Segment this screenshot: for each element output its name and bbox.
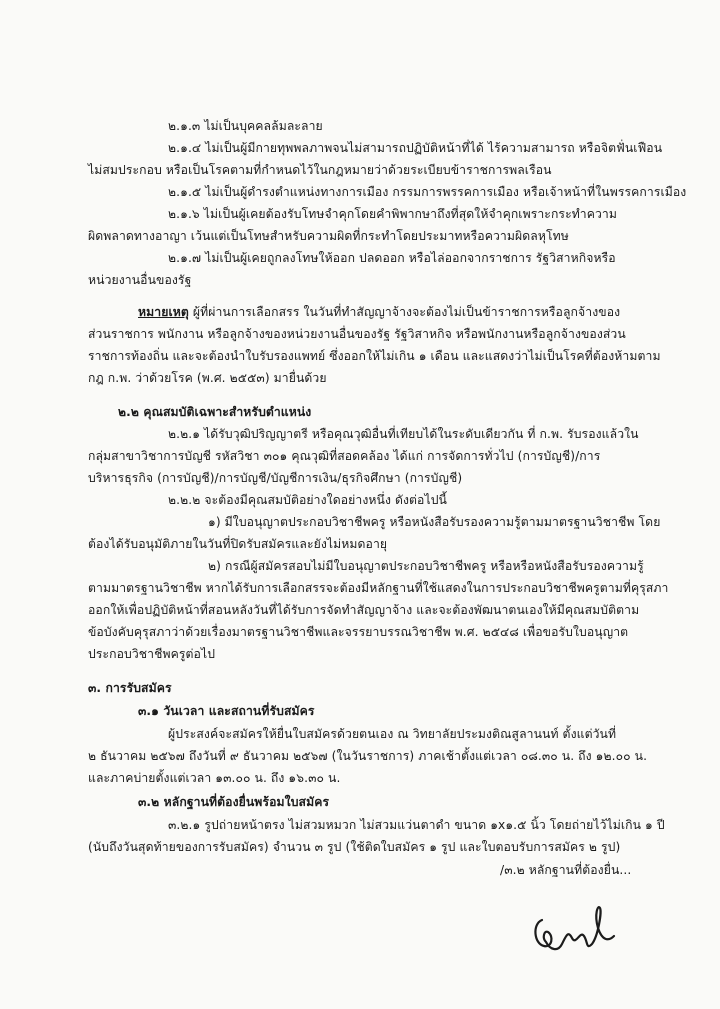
- heading-3: ๓. การรับสมัคร: [88, 681, 172, 695]
- note-line1: [138, 304, 620, 320]
- heading-3-1: ๓.๑ วันเวลา และสถานที่รับสมัคร: [138, 704, 315, 718]
- clause-2-1-7-line1: ๒.๑.๗ ไม่เป็นผู้เคยถูกลงโทษให้ออก ปลดออก หรือไล่ออกจากราชการ รัฐวิสาหกิจหรือ: [168, 251, 616, 265]
- signature-initials: [528, 900, 618, 960]
- note-line3: ราชการท้องถิ่น และจะต้องนำใบรับรองแพทย์ ซึ่งออกให้ไม่เกิน ๑ เดือน และแสดงว่าไม่เป็นโรคที่ต้องห้ามตาม: [88, 349, 661, 363]
- heading-3-2: ๓.๒ หลักฐานที่ต้องยื่นพร้อมใบสมัคร: [138, 795, 330, 809]
- note-line2: ส่วนราชการ พนักงาน หรือลูกจ้างของหน่วยงานอื่นของรัฐ รัฐวิสาหกิจ หรือพนักงานหรือลูกจ้างของส่วน: [88, 327, 626, 341]
- clause-2-1-6-line2: ผิดพลาดทางอาญา เว้นแต่เป็นโทษสำหรับความผิดที่กระทำโดยประมาทหรือความผิดลหุโทษ: [88, 229, 569, 243]
- clause-2-2-1-line3: บริหารธุรกิจ (การบัญชี)/การบัญชี/บัญชีการเงิน/ธุรกิจศึกษา (การบัญชี): [88, 471, 463, 485]
- item-1-line1: ๑) มีใบอนุญาตประกอบวิชาชีพครู หรือหนังสือรับรองความรู้ตามมาตรฐานวิชาชีพ โดย: [208, 515, 661, 529]
- note-line4: กฎ ก.พ. ว่าด้วยโรค (พ.ศ. ๒๕๕๓) มายื่นด้วย: [88, 371, 327, 385]
- clause-2-1-5: ๒.๑.๕ ไม่เป็นผู้ดำรงตำแหน่งทางการเมือง กรรมการพรรคการเมือง หรือเจ้าหน้าที่ในพรรคการเมือง: [168, 185, 687, 199]
- clause-2-2-1-line1: ๒.๒.๑ ได้รับวุฒิปริญญาตรี หรือคุณวุฒิอื่นที่เทียบได้ในระดับเดียวกัน ที่ ก.พ. รับรองแล้วใน: [168, 427, 639, 441]
- clause-2-1-3: ๒.๑.๓ ไม่เป็นบุคคลล้มละลาย: [168, 119, 323, 133]
- clause-3-2-1-line2: (นับถึงวันสุดท้ายของการรับสมัคร) จำนวน ๓ รูป (ใช้ติดใบสมัคร ๑ รูป และใบตอบรับการสมัคร ๒ รูป): [88, 840, 621, 854]
- item-1-line2: ต้องได้รับอนุมัติภายในวันที่ปิดรับสมัครและยังไม่หมดอายุ: [88, 537, 388, 551]
- section-3-1-line2: ๒ ธันวาคม ๒๕๖๗ ถึงวันที่ ๙ ธันวาคม ๒๕๖๗ (ในวันราชการ) ภาคเช้าตั้งแต่เวลา ๐๘.๓๐ น. ถึง ๑๒.๐๐ น.: [88, 749, 648, 763]
- clause-2-1-6-line1: ๒.๑.๖ ไม่เป็นผู้เคยต้องรับโทษจำคุกโดยคำพิพากษาถึงที่สุดให้จำคุกเพราะกระทำความ: [168, 207, 617, 221]
- item-2-line1: ๒) กรณีผู้สมัครสอบไม่มีใบอนุญาตประกอบวิชาชีพครู หรือหรือหนังสือรับรองความรู้: [208, 559, 644, 573]
- clause-3-2-1-line1: ๓.๒.๑ รูปถ่ายหน้าตรง ไม่สวมหมวก ไม่สวมแว่นตาดำ ขนาด ๑x๑.๕ นิ้ว โดยถ่ายไว้ไม่เกิน ๑ ปี: [168, 818, 665, 832]
- section-3-1-line3: และภาคบ่ายตั้งแต่เวลา ๑๓.๐๐ น. ถึง ๑๖.๓๐ น.: [88, 771, 341, 785]
- item-2-line4: ข้อบังคับคุรุสภาว่าด้วยเรื่องมาตรฐานวิชาชีพและจรรยาบรรณวิชาชีพ พ.ศ. ๒๕๔๘ เพื่อขอรับใบอนุญาต: [88, 625, 629, 639]
- section-3-1-line1: ผู้ประสงค์จะสมัครให้ยื่นใบสมัครด้วยตนเอง ณ วิทยาลัยประมงติณสูลานนท์ ตั้งแต่วันที่: [168, 727, 617, 741]
- item-2-line3: ออกให้เพื่อปฏิบัติหน้าที่สอนหลังวันที่ได้รับการจัดทำสัญญาจ้าง และจะต้องพัฒนาตนเองให้มีคุณสมบัติตาม: [88, 603, 640, 617]
- heading-2-2: ๒.๒ คุณสมบัติเฉพาะสำหรับตำแหน่ง: [118, 405, 312, 419]
- clause-2-1-4-line2: ไม่สมประกอบ หรือเป็นโรคตามที่กำหนดไว้ในกฎหมายว่าด้วยระเบียบข้าราชการพลเรือน: [88, 163, 552, 177]
- continued-footer: /๓.๒ หลักฐานที่ต้องยื่น...: [500, 863, 632, 877]
- note-label: หมายเหตุ: [138, 305, 189, 319]
- item-2-line5: ประกอบวิชาชีพครูต่อไป: [88, 647, 216, 661]
- item-2-line2: ตามมาตรฐานวิชาชีพ หากได้รับการเลือกสรรจะต้องมีหลักฐานที่ใช้แสดงในการประกอบวิชาชีพครูตามที่คุรุสภา: [88, 581, 669, 595]
- clause-2-2-1-line2: กลุ่มสาขาวิชาการบัญชี รหัสวิชา ๓๐๑ คุณวุฒิที่สอดคล้อง ได้แก่ การจัดการทั่วไป (การบัญชี)/การ: [88, 449, 601, 463]
- note-text: ผู้ที่ผ่านการเลือกสรร ในวันที่ทำสัญญาจ้างจะต้องไม่เป็นข้าราชการหรือลูกจ้างของ: [188, 305, 621, 319]
- clause-2-2-2: ๒.๒.๒ จะต้องมีคุณสมบัติอย่างใดอย่างหนึ่ง ดังต่อไปนี้: [168, 493, 447, 507]
- clause-2-1-7-line2: หน่วยงานอื่นของรัฐ: [88, 273, 192, 287]
- clause-2-1-4-line1: ๒.๑.๔ ไม่เป็นผู้มีกายทุพพลภาพจนไม่สามารถปฏิบัติหน้าที่ได้ ไร้ความสามารถ หรือจิตฟั่นเฟือน: [168, 141, 663, 155]
